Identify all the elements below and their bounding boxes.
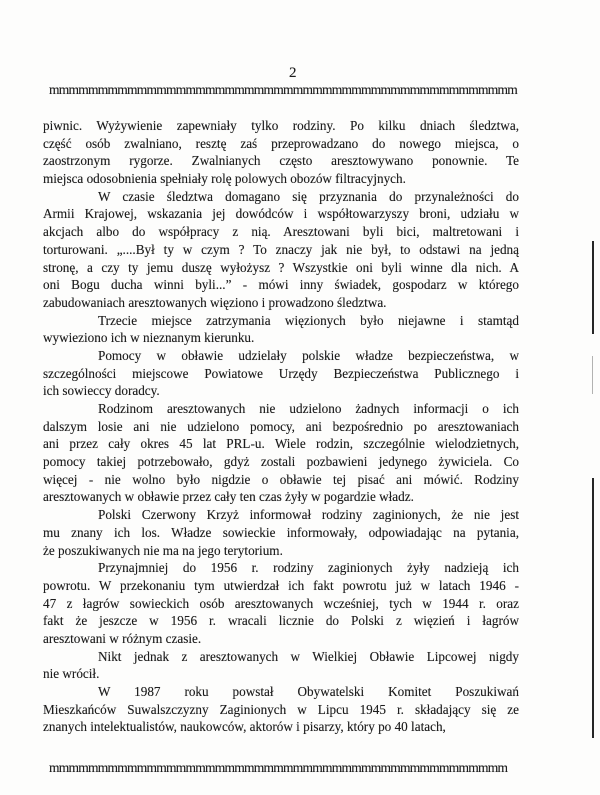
- text-line: Trzecie miejsce zatrzymania więzionych było niejawne i stamtąd: [98, 312, 519, 328]
- text-line: że poszukiwanych nie ma na jego terytorium.: [43, 542, 283, 558]
- text-line: Nikt jednak z aresztowanych w Wielkiej Obławie Lipcowej nigdy: [98, 648, 519, 664]
- text-line: szczególności miejscowe Powiatowe Urzędy Bezpieczeństwa Publicznego i: [43, 365, 519, 381]
- text-line: zaostrzonym rygorze. Zwalnianych często aresztowywano ponownie. Te: [43, 153, 519, 169]
- text-line: pomocy takiej potrzebowało, gdyż zostali pozbawieni jedynego żywiciela. Co: [43, 454, 519, 470]
- text-line: stronę, a czy ty jemu duszę wyłożysz ? Wszystkie oni byli winne dla nich. A: [43, 259, 519, 275]
- text-line: fakt że jeszcze w 1956 r. wracali licznie do Polski z więzień i łagrów: [43, 613, 519, 629]
- text-line: dalszym losie ani nie udzielono pomocy, ani bezpośrednio po aresztowaniach: [43, 418, 519, 434]
- text-line: nie wrócił.: [43, 666, 100, 682]
- text-line: Pomocy w obławie udzielały polskie władze bezpieczeństwa, w: [98, 347, 519, 363]
- text-line: Mieszkańców Suwalszczyzny Zaginionych w Lipcu 1945 r. składający się ze: [43, 701, 519, 717]
- text-line: akcjach albo do współpracy z nią. Aresztowani byli bici, maltretowani i: [43, 224, 519, 240]
- paragraph: [43, 506, 519, 559]
- scan-artifact-line: [592, 241, 594, 334]
- text-line: ich sowieccy doradcy.: [43, 383, 160, 399]
- paragraph: [43, 117, 519, 188]
- paragraph: [43, 347, 519, 400]
- paragraph: [43, 559, 519, 647]
- text-line: Armii Krajowej, wskazania jej dowódców i współtowarzyszy broni, udziału w: [43, 206, 519, 222]
- paragraph: [43, 188, 519, 312]
- text-line: oni Bogu ducha winni byli...” - mówi inny świadek, gospodarz w którego: [43, 277, 519, 293]
- text-line: mu znany ich los. Władze sowieckie informowały, odpowiadając na pytania,: [43, 524, 519, 540]
- page-number: 2: [289, 65, 297, 81]
- document-body-text: [43, 117, 519, 736]
- text-line: miejsca odosobnienia spełniały rolę polowych obozów filtracyjnych.: [43, 171, 406, 187]
- text-line: piwnic. Wyżywienie zapewniały tylko rodziny. Po kilku dniach śledztwa,: [43, 118, 519, 133]
- text-line: W 1987 roku powstał Obywatelski Komitet Poszukiwań: [98, 684, 519, 699]
- text-line: ani przez cały okres 45 lat PRL-u. Wiele rodzin, szczególnie wielodzietnych,: [43, 436, 519, 452]
- text-line: Rodzinom aresztowanych nie udzielono żadnych informacji o ich: [98, 401, 519, 416]
- text-line: zabudowaniach aresztowanych więziono i prowadzono śledztwa.: [43, 294, 387, 310]
- text-line: aresztowani w różnym czasie.: [43, 630, 202, 646]
- text-line: aresztowanych w obławie przez cały ten czas żyły w pogardzie władz.: [43, 489, 414, 505]
- text-line: część osób zwalniano, resztę zaś przeprowadzano do nowego miejsca, o: [43, 135, 519, 151]
- paragraph: [43, 648, 519, 683]
- text-line: więcej - nie wolno było nigdzie o obławie tej pisać ani mówić. Rodziny: [43, 471, 519, 487]
- paragraph: [43, 683, 519, 736]
- scan-artifact-line: [592, 478, 594, 738]
- header-m-separator: mmmmmmmmmmmmmmmmmmmmmmmmmmmmmmmmmmmmmmmmmmmmmmmm: [49, 82, 518, 97]
- text-line: torturowani. „....Był ty w czym ? To znaczy jak nie był, to odstawi na jedną: [43, 241, 519, 257]
- paragraph: [43, 312, 519, 347]
- text-line: powrotu. W przekonaniu tym utwierdzał ich fakt powrotu już w latach 1946 -: [43, 577, 519, 593]
- paragraph: [43, 400, 519, 506]
- footer-m-separator: mmmmmmmmmmmmmmmmmmmmmmmmmmmmmmmmmmmmmmmmmmmmmmm: [49, 760, 508, 775]
- text-line: 47 z łagrów sowieckich osób aresztowanych wcześniej, tych w 1944 r. oraz: [43, 595, 519, 611]
- text-line: Przynajmniej do 1956 r. rodziny zaginionych żyły nadzieją ich: [98, 560, 519, 576]
- text-line: znanych intelektualistów, naukowców, aktorów i pisarzy, który po 40 latach,: [43, 719, 446, 735]
- text-line: Polski Czerwony Krzyż informował rodziny zaginionych, że nie jest: [98, 507, 519, 523]
- text-line: wywieziono ich w nieznanym kierunku.: [43, 330, 255, 346]
- text-line: W czasie śledztwa domagano się przyznania do przynależności do: [98, 188, 519, 204]
- scan-artifact-line: [592, 356, 593, 394]
